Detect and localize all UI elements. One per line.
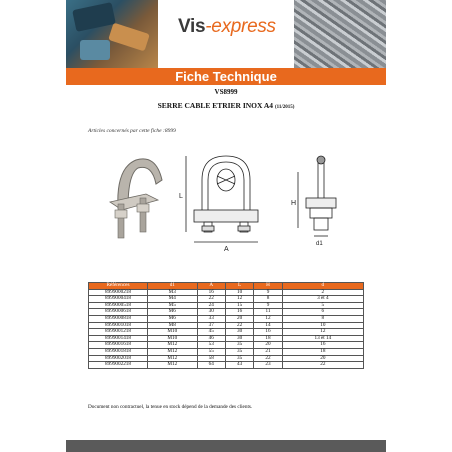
table-cell: 10	[282, 322, 363, 329]
table-cell: 8999001218	[89, 329, 148, 336]
table-cell: 10	[225, 289, 253, 296]
table-cell: 33	[197, 315, 225, 322]
table-cell: 37	[197, 322, 225, 329]
tools-photo	[66, 0, 158, 68]
table-cell: 6	[282, 309, 363, 316]
table-cell: 8999002018	[89, 355, 148, 362]
table-cell: 8999002218	[89, 362, 148, 369]
dimension-H-label: H	[291, 200, 297, 207]
table-cell: 20	[254, 342, 282, 349]
table-cell: 64	[197, 362, 225, 369]
col-header: L	[225, 283, 253, 290]
table-cell: 13 et 14	[282, 335, 363, 342]
table-cell: 58	[197, 355, 225, 362]
table-cell: M3	[148, 289, 198, 296]
table-cell: 8999000618	[89, 309, 148, 316]
logo-area	[158, 0, 294, 68]
col-header: Références	[89, 283, 148, 290]
col-header: A	[197, 283, 225, 290]
footer-bar	[66, 440, 386, 452]
front-view-drawing	[186, 156, 258, 242]
table-cell: 12	[282, 329, 363, 336]
table-cell: 9	[254, 302, 282, 309]
table-cell: M10	[148, 335, 198, 342]
table-cell: 8	[282, 315, 363, 322]
table-cell: 11	[254, 309, 282, 316]
table-cell: 8	[254, 296, 282, 303]
table-cell: 22	[225, 322, 253, 329]
table-cell: 9	[254, 289, 282, 296]
table-cell: M6	[148, 315, 198, 322]
col-header: d1	[148, 283, 198, 290]
table-cell: 2	[282, 289, 363, 296]
fiche-technique-title: Fiche Technique	[175, 69, 277, 84]
articles-note: Articles concernés par cette fiche :8999	[88, 128, 176, 134]
table-cell: 16	[225, 309, 253, 316]
table-cell: 16	[282, 342, 363, 349]
table-cell: 22	[282, 362, 363, 369]
table-cell: M4	[148, 296, 198, 303]
table-cell: M8	[148, 322, 198, 329]
table-cell: 55	[197, 348, 225, 355]
product-reference: VS8999	[214, 88, 238, 96]
table-cell: M12	[148, 362, 198, 369]
table-cell: 22	[197, 296, 225, 303]
dimension-d1-label: d1	[316, 241, 323, 247]
table-cell: M6	[148, 309, 198, 316]
table-cell: 18	[254, 335, 282, 342]
table-cell: 35	[225, 355, 253, 362]
table-cell: 24	[197, 302, 225, 309]
dimensions-table	[88, 282, 364, 369]
table-cell: 35	[225, 342, 253, 349]
table-cell: 5	[282, 302, 363, 309]
table-cell: M12	[148, 355, 198, 362]
table-cell: 12	[225, 296, 253, 303]
dimension-A-label: A	[224, 246, 229, 253]
table-cell: 8999000218	[89, 289, 148, 296]
table-cell: 30	[225, 335, 253, 342]
dimension-L-label: L	[179, 193, 183, 200]
table-cell: 53	[197, 342, 225, 349]
table-cell: 14	[254, 322, 282, 329]
table-cell: 8999001018	[89, 322, 148, 329]
fiche-technique-bar	[66, 68, 386, 85]
disclaimer: Document non contractuel, la tenue en stock dépend de la demande des clients.	[88, 404, 253, 410]
technical-drawings	[106, 150, 356, 255]
table-cell: M12	[148, 342, 198, 349]
table-cell: 46	[197, 335, 225, 342]
header-banner	[66, 0, 386, 68]
table-cell: 16	[197, 289, 225, 296]
table-cell: 15	[225, 302, 253, 309]
table-cell: 8999001818	[89, 348, 148, 355]
product-date: (11/2015)	[274, 105, 295, 110]
brand-logo: Vis-express	[178, 16, 276, 37]
document-page	[66, 0, 386, 452]
screws-photo	[294, 0, 386, 68]
table-cell: 43	[225, 362, 253, 369]
table-cell: 45	[197, 329, 225, 336]
table-cell: 8999000418	[89, 296, 148, 303]
product-photo	[110, 159, 162, 238]
table-cell: 8999000518	[89, 302, 148, 309]
col-header: d	[282, 283, 363, 290]
table-cell: 35	[225, 348, 253, 355]
table-cell: 18	[282, 348, 363, 355]
table-cell: 22	[254, 355, 282, 362]
table-cell: 8999001418	[89, 335, 148, 342]
table-cell: 8999001618	[89, 342, 148, 349]
table-cell: 20	[225, 315, 253, 322]
table-cell: 8999000818	[89, 315, 148, 322]
table-cell: 3 et 4	[282, 296, 363, 303]
col-header: H	[254, 283, 282, 290]
table-cell: 30	[197, 309, 225, 316]
table-row	[89, 362, 364, 369]
table-cell: 23	[254, 362, 282, 369]
table-cell: 16	[254, 329, 282, 336]
table-cell: M10	[148, 329, 198, 336]
table-cell: M5	[148, 302, 198, 309]
table-cell: 30	[225, 329, 253, 336]
table-cell: 21	[254, 348, 282, 355]
table-cell: M12	[148, 348, 198, 355]
product-title: SERRE CABLE ETRIER INOX A4 (11/2015)	[157, 101, 295, 110]
side-view-drawing	[298, 156, 336, 236]
table-cell: 12	[254, 315, 282, 322]
table-cell: 20	[282, 355, 363, 362]
